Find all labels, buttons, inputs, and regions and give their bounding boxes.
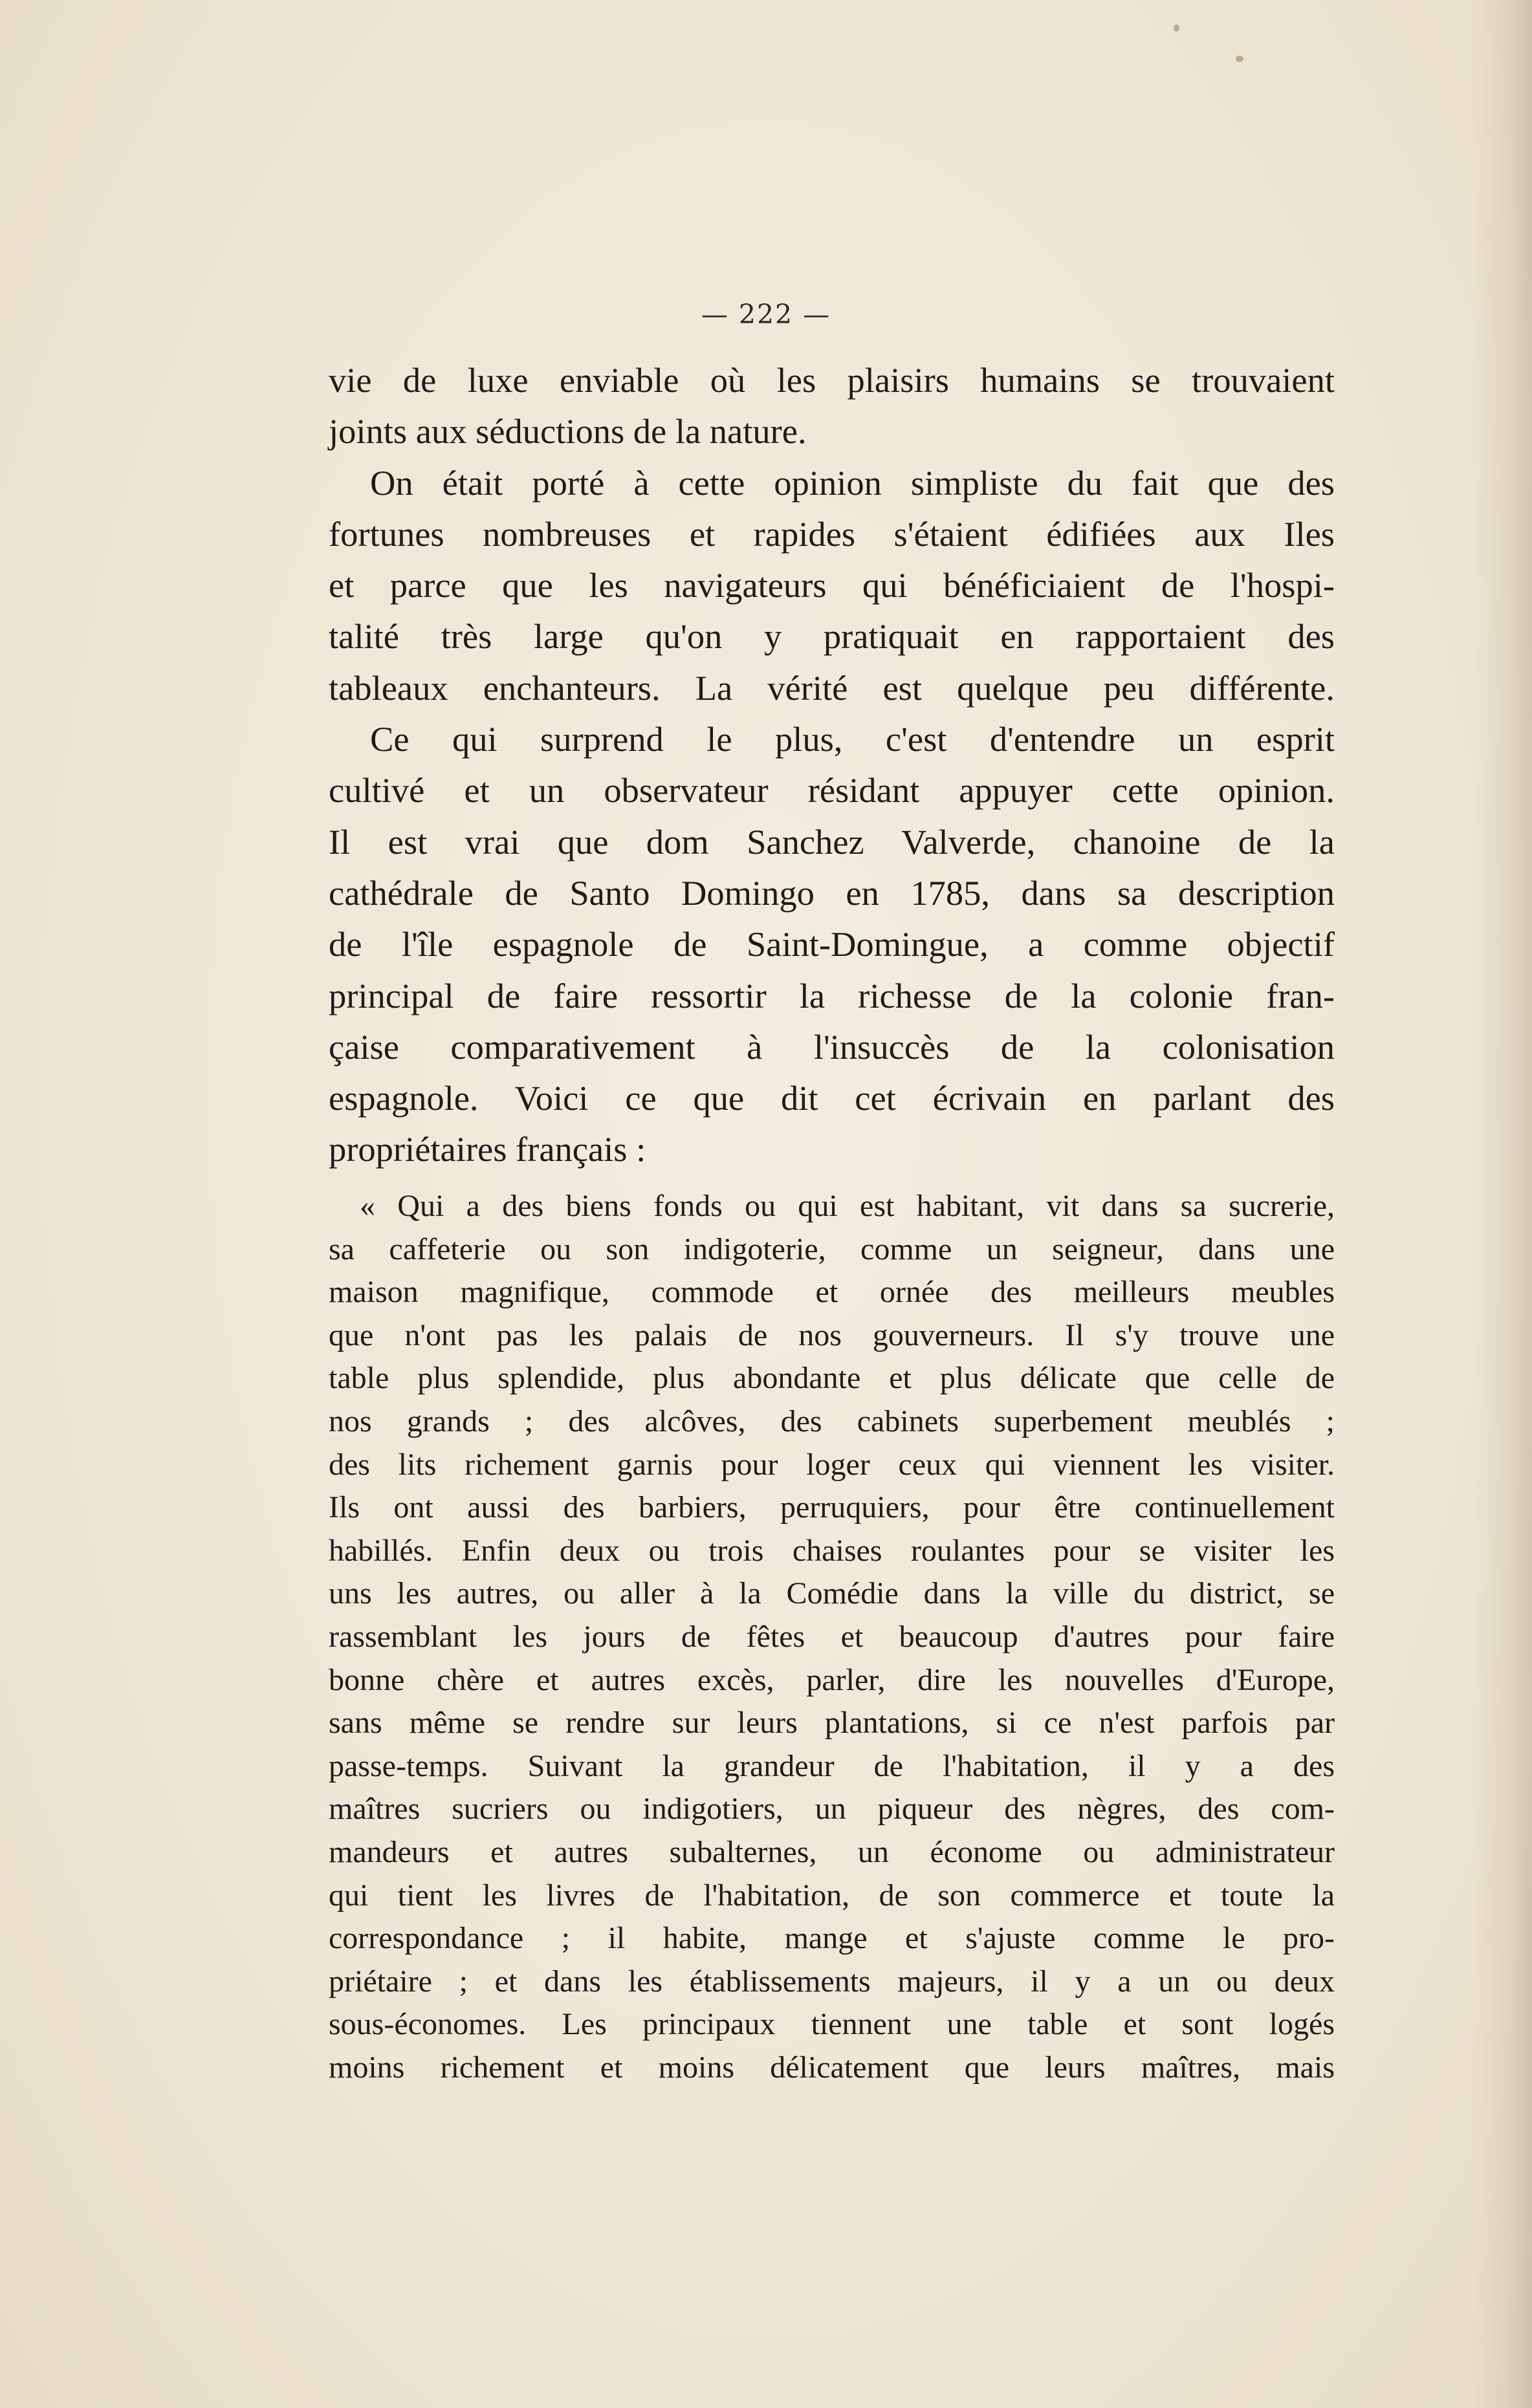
quote-line: habillés. Enfin deux ou trois chaises roulantes pour se visiter les [329,1533,1335,1568]
quote-line: bonne chère et autres excès, parler, dire les nouvelles d'Europe, [329,1662,1335,1697]
quote-line: que n'ont pas les palais de nos gouverneurs. Il s'y trouve une [329,1318,1335,1352]
quote-line: moins richement et moins délicatement que leurs maîtres, mais [329,2050,1335,2085]
quote-line: « Qui a des biens fonds ou qui est habitant, vit dans sa sucrerie, [360,1189,1335,1223]
quote-line: mandeurs et autres subalternes, un économe ou administrateur [329,1834,1335,1869]
quote-line: priétaire ; et dans les établissements majeurs, il y a un ou deux [329,1964,1335,1999]
text-line: de l'île espagnole de Saint-Domingue, a comme objectif [329,924,1335,964]
quote-line: maîtres sucriers ou indigotiers, un piqueur des nègres, des com- [329,1792,1335,1827]
quote-line: rassemblant les jours de fêtes et beaucoup d'autres pour faire [329,1619,1335,1654]
block-quote [329,1185,1335,2089]
quote-line: sa caffeterie ou son indigoterie, comme un seigneur, dans une [329,1231,1335,1266]
text-line: talité très large qu'on y pratiquait en rapportaient des [329,616,1335,656]
quote-line: sans même se rendre sur leurs plantations, si ce n'est parfois par [329,1706,1335,1741]
text-line: espagnole. Voici ce que dit cet écrivain en parlant des [329,1078,1335,1118]
page-edge-shadow [1474,0,1532,2408]
text-line: tableaux enchanteurs. La vérité est quelque peu différente. [329,667,1335,708]
text-line: vie de luxe enviable où les plaisirs humains se trouvaient [329,360,1335,400]
quote-line: Ils ont aussi des barbiers, perruquiers, pour être continuellement [329,1490,1335,1525]
quote-line: correspondance ; il habite, mange et s'ajuste comme le pro- [329,1921,1335,1956]
text-line: et parce que les navigateurs qui bénéficiaient de l'hospi- [329,565,1335,605]
quote-line: passe-temps. Suivant la grandeur de l'habitation, il y a des [329,1748,1335,1783]
page-number: — 222 — [701,299,831,330]
text-line: On était porté à cette opinion simpliste du fait que des [370,462,1335,503]
text-line: principal de faire ressortir la richesse de la colonie fran- [329,975,1335,1015]
quote-line: des lits richement garnis pour loger ceux qui viennent les visiter. [329,1447,1335,1482]
text-line: cathédrale de Santo Domingo en 1785, dans sa description [329,873,1335,913]
quote-line: table plus splendide, plus abondante et plus délicate que celle de [329,1361,1335,1396]
text-line: cultivé et un observateur résidant appuyer cette opinion. [329,770,1335,810]
text-line: Il est vrai que dom Sanchez Valverde, chanoine de la [329,821,1335,862]
paper-speck [1174,25,1179,32]
text-line: Ce qui surprend le plus, c'est d'entendre un esprit [370,719,1335,759]
body-text [329,354,1335,1175]
text-line: propriétaires français : [329,1129,646,1169]
text-line: fortunes nombreuses et rapides s'étaient édifiées aux Iles [329,514,1335,554]
text-line: joints aux séductions de la nature. [329,411,807,451]
quote-line: uns les autres, ou aller à la Comédie dans la ville du district, se [329,1576,1335,1611]
quote-line: qui tient les livres de l'habitation, de son commerce et toute la [329,1878,1335,1913]
text-line: çaise comparativement à l'insuccès de la colonisation [329,1026,1335,1067]
quote-line: maison magnifique, commode et ornée des meilleurs meubles [329,1275,1335,1310]
paper-speck [1236,56,1243,62]
quote-line: sous-économes. Les principaux tiennent une table et sont logés [329,2007,1335,2042]
quote-line: nos grands ; des alcôves, des cabinets superbement meublés ; [329,1404,1335,1438]
